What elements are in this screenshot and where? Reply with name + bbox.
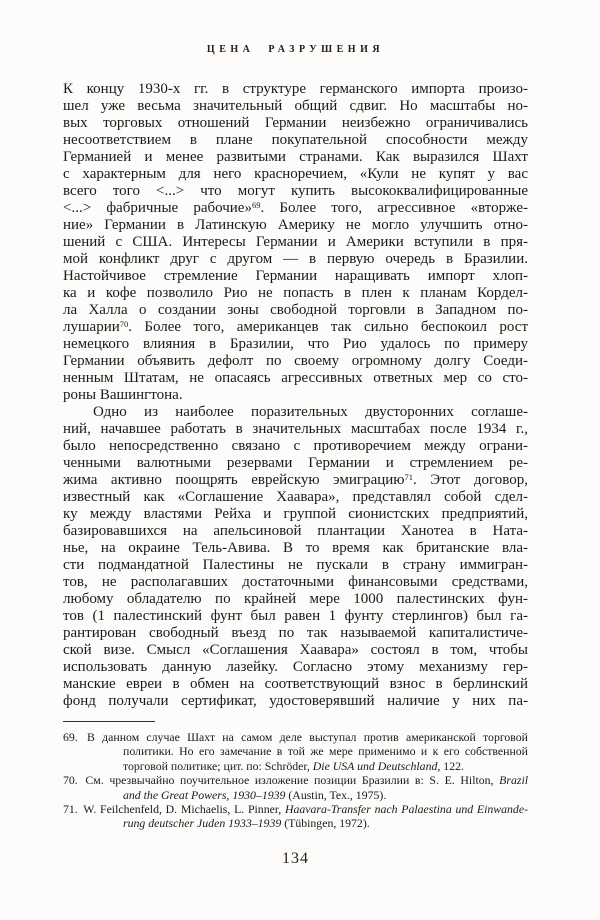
text-line: вых торговых отношений Германии неизбежно ограничивались — [63, 115, 528, 131]
text-line: сти подмандатной Палестины не пускали в страну иммигран- — [63, 557, 528, 573]
footnote-number: 69. — [63, 730, 78, 744]
text-line: роны Вашингтона. — [63, 387, 183, 403]
footnote-ref: 70 — [119, 319, 129, 329]
running-head: ЦЕНА РАЗРУШЕНИЯ — [206, 44, 385, 55]
text-line: шел уже весьма значительный общий сдвиг. Но масштабы но- — [63, 98, 528, 114]
footnote-line: rung deutscher Juden 1933–1939 (Tübingen, 1972). — [123, 816, 370, 831]
footnote-line: 69. В данном случае Шахт на самом деле выступал против американской торговой — [63, 730, 528, 744]
italic-text: Brazil — [499, 773, 528, 788]
text-line: ний, начавшее работать в значительных масштабах после 1934 г., — [63, 421, 528, 437]
text-line: ской визе. Смысл «Соглашения Хаавара» состоял в том, чтобы — [63, 642, 528, 658]
text-line: с характерным для него красноречием, «Кули не купят у вас — [63, 166, 528, 182]
text-line: шений с США. Интересы Германии и Америки вступили в пря- — [63, 234, 528, 250]
text-line: ка и кофе позволило Рио не попасть в плен к планам Кордел- — [63, 285, 528, 301]
footnote-separator — [63, 721, 155, 722]
text-line: К концу 1930-х гг. в структуре германского импорта произо- — [63, 81, 528, 97]
page-content — [63, 44, 528, 868]
text-line: <...> фабричные рабочие»$^{69}$. Более того, агрессивное «вторже- — [63, 200, 528, 216]
italic-text: and the Great Powers, 1930–1939 — [123, 787, 286, 802]
text-line: ку между властями Рейха и группой сионистских предприятий, — [63, 506, 528, 522]
text-line: известный как «Соглашение Хаавара», представлял собой сдел- — [63, 489, 528, 505]
footnote-line: 71. W. Feilchenfeld, D. Michaelis, L. Pinner, Haavara-Transfer nach Palaestina und Einwande- — [63, 802, 528, 817]
text-line: нье, на окраине Тель-Авива. В то время как британские вла- — [63, 540, 528, 556]
text-line: ние» Германии в Латинскую Америку не могло улучшить отно- — [63, 217, 528, 233]
footnote-ref: 71 — [404, 472, 413, 482]
text-line: мой конфликт друг с другом — в первую очередь в Бразилии. — [63, 251, 528, 267]
text-line: использовать данную лазейку. Согласно этому механизму гер- — [63, 659, 528, 675]
text-line: ченными валютными резервами Германии и стремлением ре- — [63, 455, 528, 471]
footnote-number: 70. — [63, 773, 78, 788]
text-line: несоответствием в плане покупательной способности между — [63, 132, 528, 148]
paragraph — [63, 404, 528, 710]
page-number: 134 — [282, 849, 309, 867]
text-line: всего того <...> что могут купить высококвалифицированные — [63, 183, 528, 199]
text-line: базировавшихся на апельсиновой плантации Ханотеа в Ната- — [63, 523, 528, 539]
text-line: тов, не располагавших достаточными финансовыми средствами, — [63, 574, 528, 590]
footnote-line: 70. См. чрезвычайно поучительное изложение позиции Бразилии в: S. E. Hilton, Brazil — [63, 773, 528, 788]
italic-text: rung deutscher Juden 1933–1939 — [123, 816, 282, 831]
footnote-line: политики. Но его замечание в той же мере применимо и к его собственной — [123, 744, 528, 759]
text-line: Одно из наиболее поразительных двусторонних соглаше- — [93, 404, 528, 420]
text-line: лушарии$^{70}$. Более того, американцев так сильно беспокоил рост — [63, 319, 528, 335]
italic-text: Die USA und Deutschland — [312, 758, 438, 773]
text-line: жима активно поощрять еврейскую эмиграцию$^{71}$. Этот договор, — [63, 472, 528, 488]
text-line: любому обладателю по крайней мере 1000 палестинских фун- — [63, 591, 528, 607]
text-line: ла Халла о создании зоны свободной торговли в Западном по- — [63, 302, 528, 318]
body-text — [63, 81, 528, 710]
text-line: тов (1 палестинский фунт был равен 1 фунту стерлингов) был га- — [63, 608, 528, 624]
text-line: было непосредственно связано с противоречием между ограни- — [63, 438, 528, 454]
footnote-ref: 69 — [251, 200, 261, 210]
italic-text: Haavara-Transfer nach Palaestina und Einwande- — [284, 802, 528, 817]
footnotes — [63, 730, 528, 831]
footnote-number: 71. — [63, 802, 78, 817]
text-line: фонд получали сертификат, удостоверявший наличие у них па- — [63, 693, 528, 709]
footnote-line: and the Great Powers, 1930–1939 (Austin, Tex., 1975). — [123, 787, 387, 802]
text-line: манские евреи в обмен на соответствующий взнос в берлинский — [63, 676, 528, 692]
text-line: рантирован свободный въезд по так называемой капиталистиче- — [63, 625, 528, 641]
text-line: Германии объявить дефолт по своему огромному долгу Соеди- — [63, 353, 528, 369]
paragraph — [63, 81, 528, 404]
text-line: немецкого влияния в Бразилии, что Рио удалось по примеру — [63, 336, 528, 352]
text-line: ненным Штатам, не опасаясь агрессивных ответных мер со сто- — [63, 370, 528, 386]
text-line: Германией и менее развитыми странами. Как выразился Шахт — [63, 149, 528, 165]
footnote-line: торговой политике; цит. по: Schröder, Die USA und Deutschland, 122. — [123, 758, 464, 773]
text-line: Настойчивое стремление Германии наращивать импорт хлоп- — [63, 268, 528, 284]
